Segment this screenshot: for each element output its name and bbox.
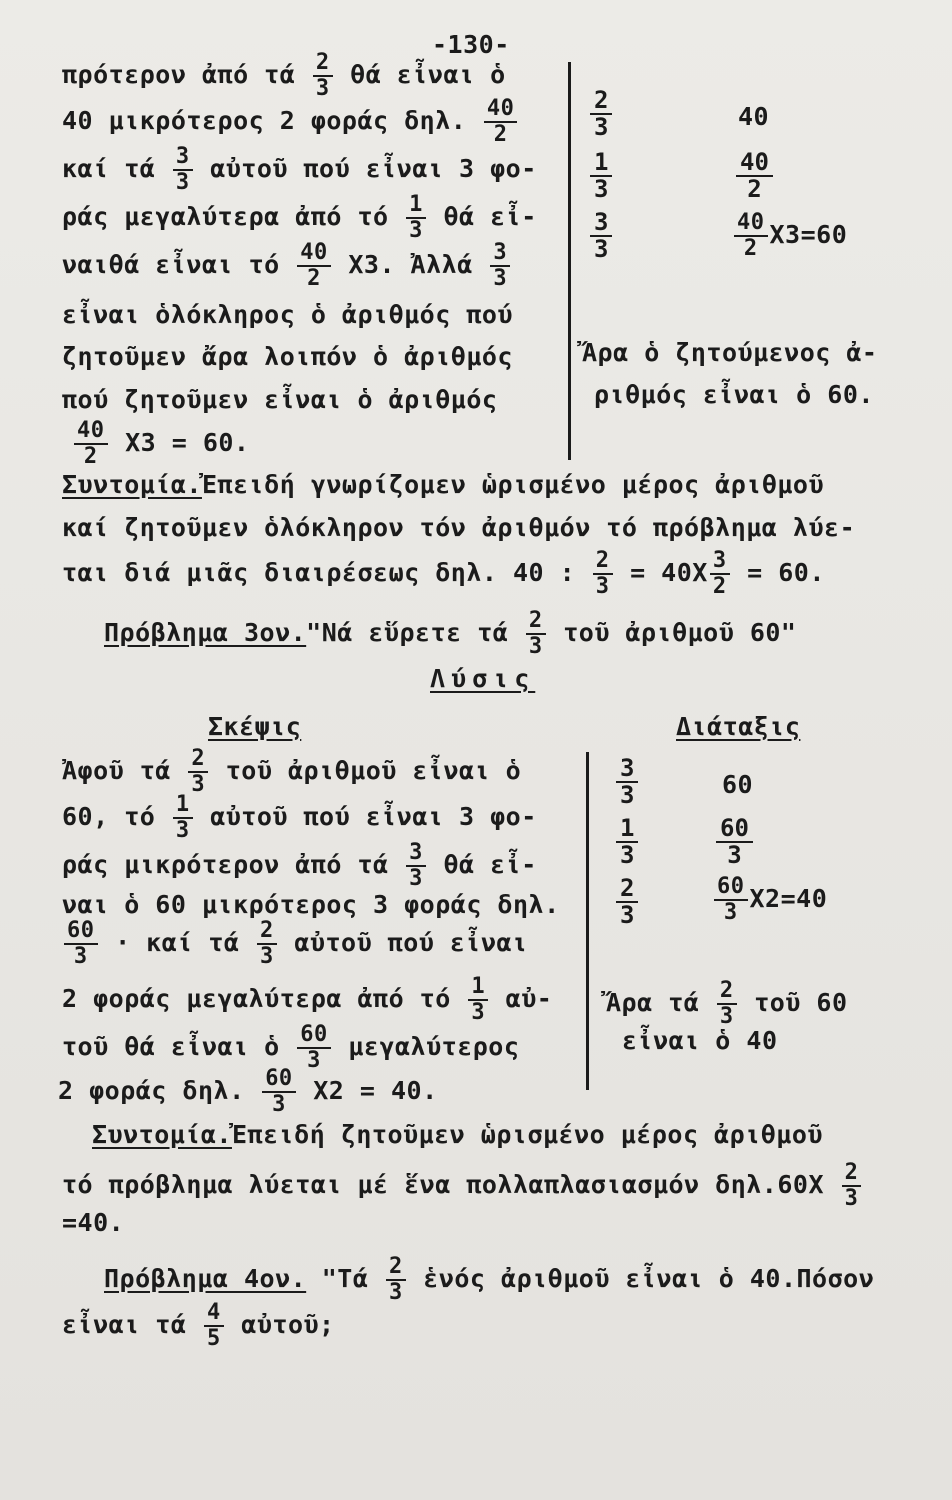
text-line: πού ζητοῦμεν εἶναι ὁ ἀριθμός [62, 385, 498, 414]
text-line: καί τά $\frac{3}{3}$ αὐτοῦ πού εἶναι 3 φο- [62, 144, 537, 195]
text-line: Συντομία.Ἐπειδή γνωρίζομεν ὡρισμένο μέρος ἀριθμοῦ [62, 470, 825, 499]
fraction: $\frac{4}{5}$ [204, 1302, 224, 1350]
text-line: =40. [62, 1208, 125, 1237]
fraction: $\frac{60}{3}$ [297, 1024, 331, 1072]
fraction: $\frac{2}{3}$ [526, 610, 546, 658]
text-line: 2 φοράς δηλ. $\frac{60}{3}$ Χ2 = 40. [58, 1066, 438, 1117]
fraction: $\frac{40}{2}$ [734, 212, 768, 260]
conclusion: ριθμός εἶναι ὁ 60. [594, 380, 874, 409]
text-line: τοῦ θά εἶναι ὁ $\frac{60}{3}$ μεγαλύτερος [62, 1022, 520, 1073]
fraction: $\frac{3}{3}$ [173, 146, 193, 194]
text-line: εἶναι ὁλόκληρος ὁ ἀριθμός πού [62, 300, 513, 329]
thought-heading: Σκέψις [208, 712, 302, 741]
fraction: $\frac{2}{3}$ [386, 1256, 406, 1304]
fraction: $\frac{2}{3}$ [313, 52, 333, 100]
text-line: Συντομία.Ἐπειδή ζητοῦμεν ὡρισμένο μέρος ἀριθμοῦ [92, 1120, 823, 1149]
fraction: $\frac{1}{3}$ [173, 794, 193, 842]
fraction: $\frac{2}{3}$ [717, 980, 737, 1028]
problem-heading: Πρόβλημα 3ον."Νά εὕρετε τά $\frac{2}{3}$ τοῦ ἀριθμοῦ 60" [104, 608, 797, 659]
fraction: $\frac{40}{2}$ [484, 98, 518, 146]
problem-heading: Πρόβλημα 4ον. "Τά $\frac{2}{3}$ ἑνός ἀριθμοῦ εἶναι ὁ 40.Πόσον [104, 1254, 875, 1305]
text-line: $\frac{60}{3}$ · καί τά $\frac{2}{3}$ αὐτοῦ πού εἶναι [62, 920, 528, 968]
fraction: $\frac{3}{3}$ [490, 242, 510, 290]
page-number: -130- [432, 30, 510, 59]
fraction: $\frac{40}{2}$ [297, 242, 331, 290]
text-line: ναι ὁ 60 μικρότερος 3 φοράς δηλ. [62, 890, 560, 919]
text-line: 2 φοράς μεγαλύτερα ἀπό τό $\frac{1}{3}$ αὐ- [62, 974, 553, 1025]
fraction: $\frac{60}{3}$ [64, 920, 98, 968]
text-line: καί ζητοῦμεν ὁλόκληρον τόν ἀριθμόν τό πρόβλημα λύε- [62, 513, 856, 542]
fraction: 60 3 [716, 816, 753, 868]
fraction: $\frac{60}{3}$ [714, 876, 748, 924]
fraction: 3 3 [590, 210, 612, 262]
conclusion: εἶναι ὁ 40 [622, 1026, 778, 1055]
text-line: πρότερον ἀπό τά $\frac{2}{3}$ θά εἶναι ὁ [62, 50, 506, 101]
value: 40 [738, 102, 770, 131]
text-line: $\frac{60}{3}$ Χ2=40 [712, 876, 827, 924]
fraction: $\frac{3}{2}$ [710, 550, 730, 598]
fraction: $\frac{3}{3}$ [406, 842, 426, 890]
text-line: ται διά μιᾶς διαιρέσεως δηλ. 40 : $\frac{2}{3}$ = 40Χ $\frac{3}{2}$ = 60. [62, 548, 825, 599]
fraction: $\frac{2}{3}$ [188, 748, 208, 796]
text-line: 40 μικρότερος 2 φοράς δηλ. $\frac{40}{2}$ [62, 98, 519, 146]
fraction: 1 3 [616, 816, 638, 868]
text-line: τό πρόβλημα λύεται μέ ἕνα πολλαπλασιασμόν δηλ.60Χ $\frac{2}{3}$ [62, 1162, 863, 1210]
fraction: 3 3 [616, 756, 638, 808]
text-line: ζητοῦμεν ἄρα λοιπόν ὁ ἀριθμός [62, 342, 513, 371]
text-line: Ἀφοῦ τά $\frac{2}{3}$ τοῦ ἀριθμοῦ εἶναι ὁ [62, 746, 522, 797]
text-line: ναιθά εἶναι τό $\frac{40}{2}$ Χ3. Ἀλλά $\frac{3}{3}$ [62, 242, 512, 290]
value: 60 [722, 770, 754, 799]
fraction: 2 3 [590, 88, 612, 140]
fraction: $\frac{2}{3}$ [257, 920, 277, 968]
fraction: $\frac{60}{3}$ [262, 1068, 296, 1116]
divider-line [568, 62, 571, 460]
fraction: 2 3 [616, 876, 638, 928]
text-line: $\frac{40}{2}$ Χ3=60 [732, 212, 847, 260]
fraction: 1 3 [590, 150, 612, 202]
section-label: Συντομία. [92, 1120, 232, 1149]
text-line: εἶναι τά $\frac{4}{5}$ αὐτοῦ; [62, 1300, 335, 1351]
fraction: $\frac{40}{2}$ [74, 420, 108, 468]
text-line: ράς μεγαλύτερα ἀπό τό $\frac{1}{3}$ θά εἶ- [62, 192, 537, 243]
solution-heading: Λύσις [430, 664, 536, 693]
arrangement-heading: Διάταξις [676, 712, 801, 741]
fraction: 40 2 [736, 150, 773, 202]
fraction: $\frac{1}{3}$ [468, 976, 488, 1024]
text-line: 60, τό $\frac{1}{3}$ αὐτοῦ πού εἶναι 3 φο- [62, 792, 537, 843]
fraction: $\frac{2}{3}$ [842, 1162, 862, 1210]
conclusion: Ἄρα ὁ ζητούμενος ἀ- [582, 338, 878, 367]
text-line: ράς μικρότερον ἀπό τά $\frac{3}{3}$ θά εἶ- [62, 840, 537, 891]
divider-line [586, 752, 589, 1090]
text-line: $\frac{40}{2}$ Χ3 = 60. [72, 420, 249, 468]
fraction: $\frac{1}{3}$ [406, 194, 426, 242]
section-label: Συντομία. [62, 470, 202, 499]
conclusion: Ἄρα τά $\frac{2}{3}$ τοῦ 60 [606, 978, 848, 1029]
fraction: $\frac{2}{3}$ [593, 550, 613, 598]
